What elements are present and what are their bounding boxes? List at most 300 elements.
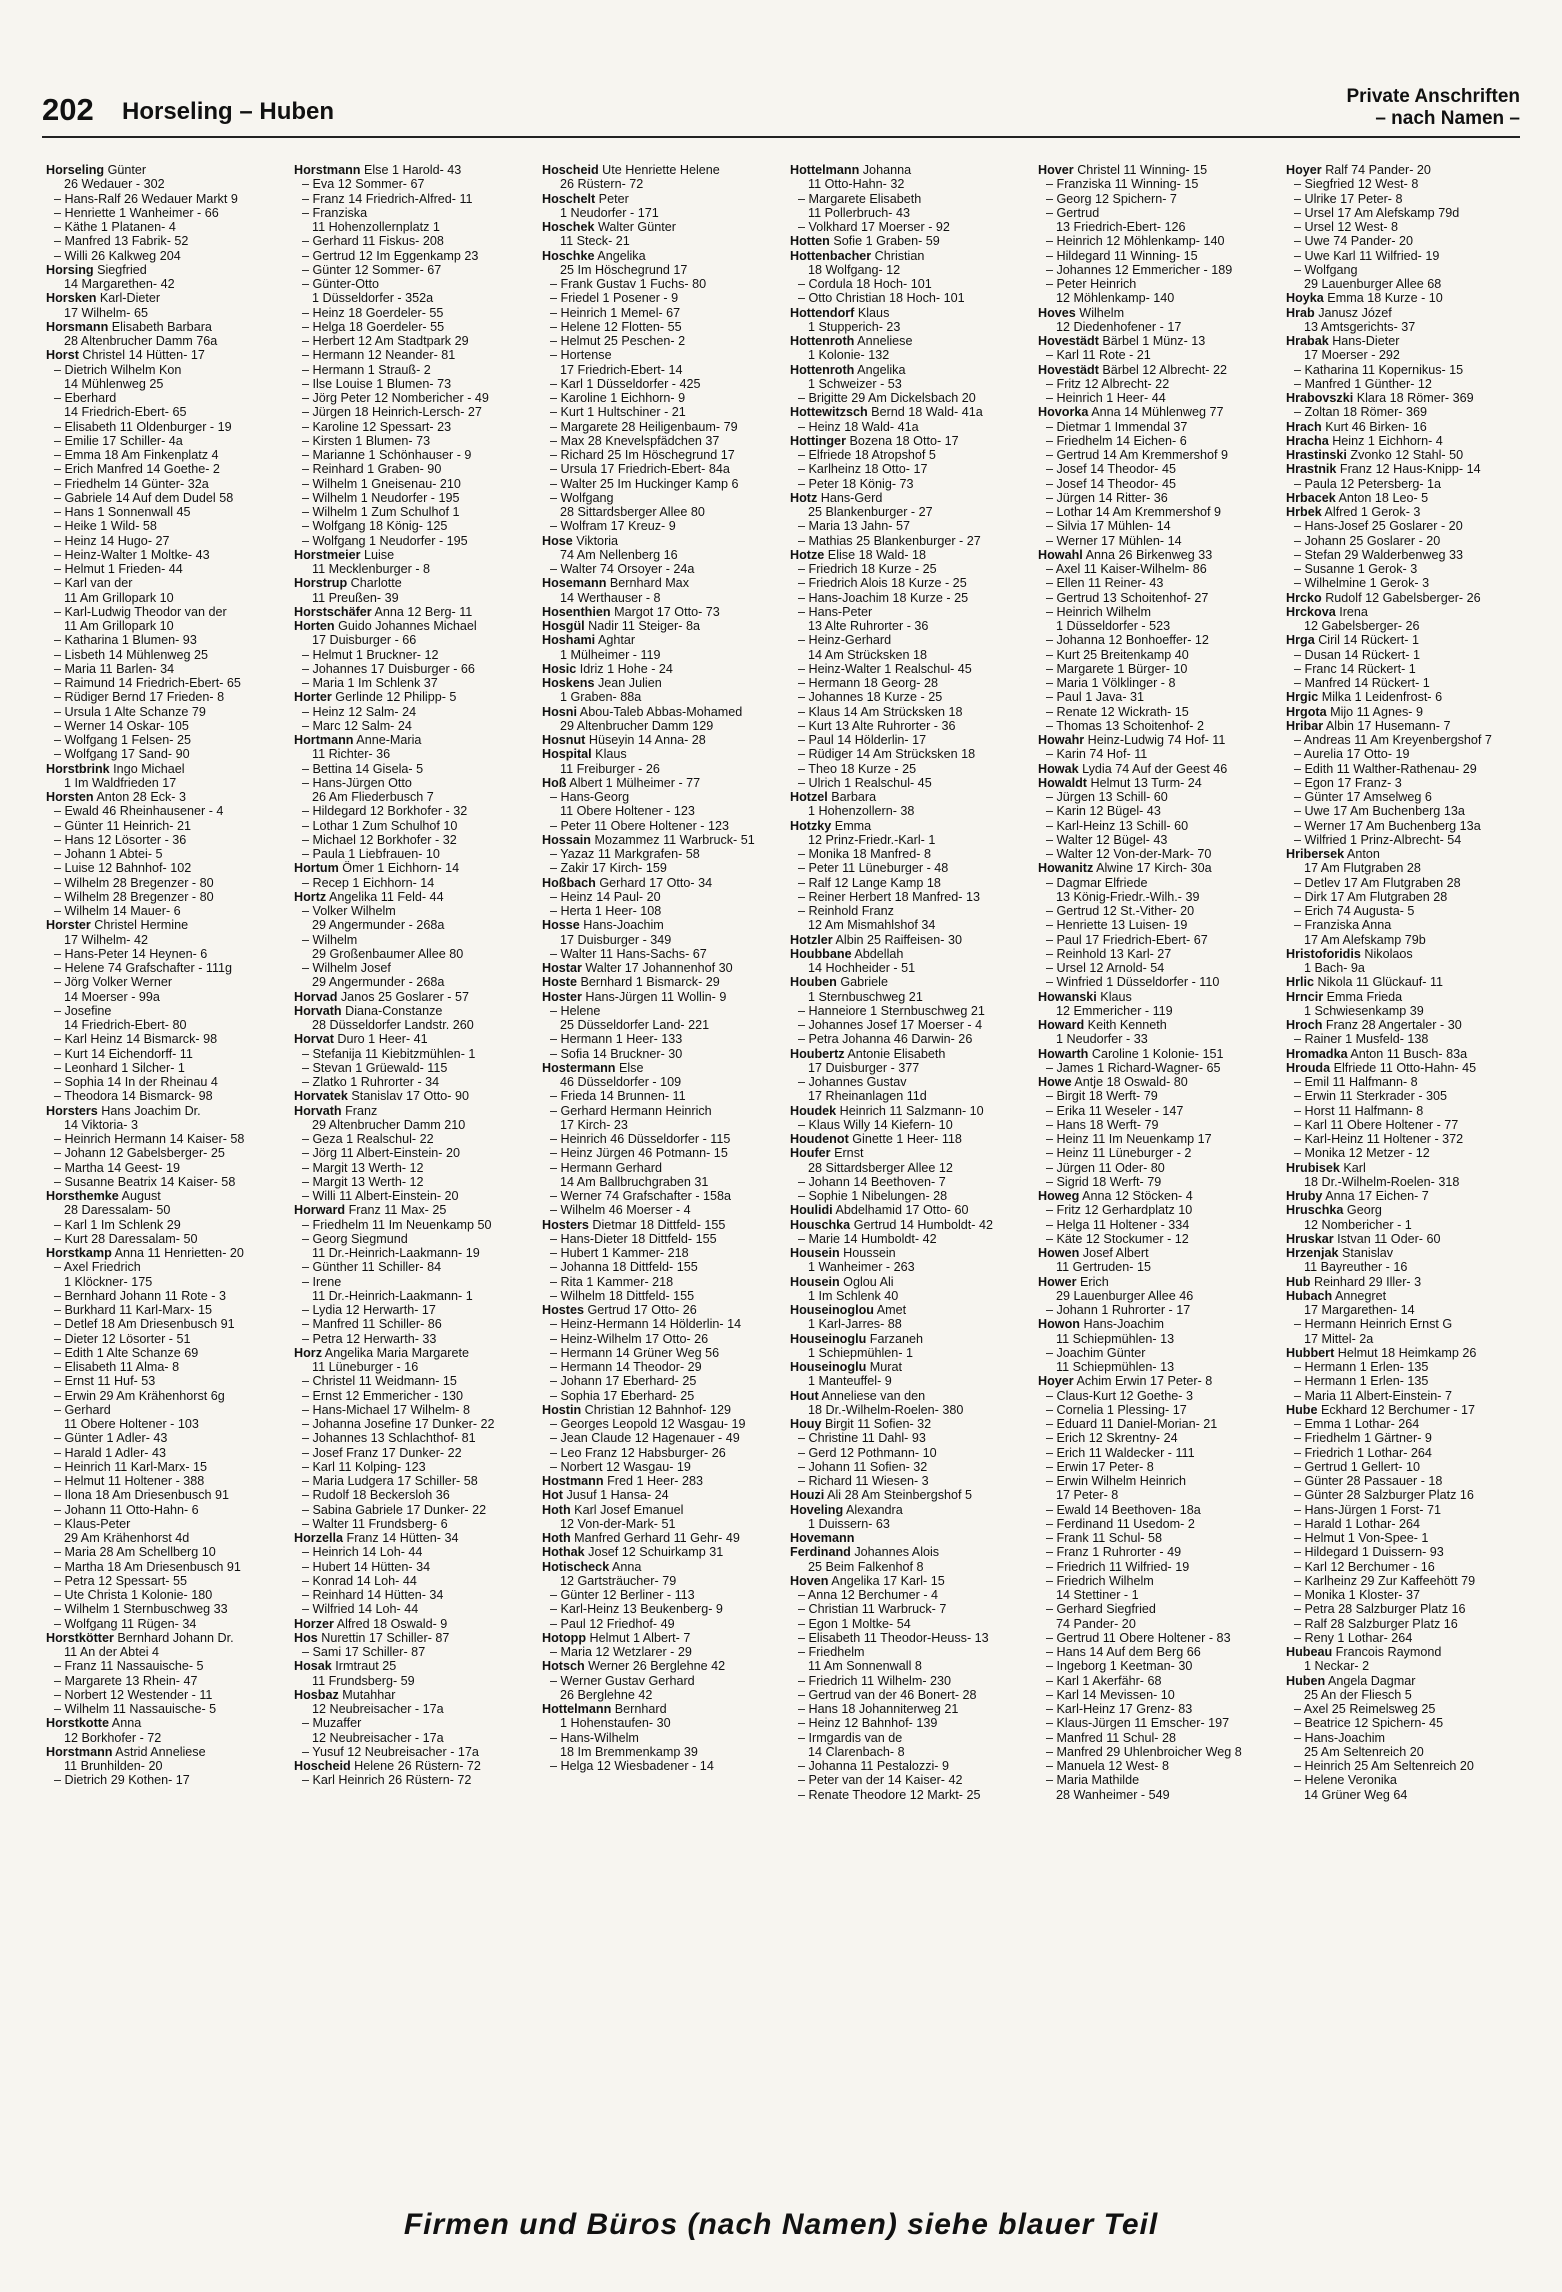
- listing-line: Hubbert Helmut 18 Heimkamp 26: [1286, 1345, 1477, 1360]
- listing-line: – Axel 25 Reimelsweg 25: [1294, 1702, 1436, 1716]
- listing-line: 11 An der Abtei 4: [64, 1645, 159, 1659]
- listing-line: – Harald 1 Adler- 43: [54, 1445, 167, 1460]
- listing-line: – Wilhelm 1 Neudorfer - 195: [302, 490, 460, 505]
- listing-line: Howaldt Helmut 13 Turm- 24: [1038, 775, 1202, 790]
- listing-line: – Jean Claude 12 Hagenauer - 49: [550, 1431, 740, 1446]
- listing-line: – Karin 74 Hof- 11: [1046, 747, 1148, 762]
- listing-line: – Siegfried 12 West- 8: [1294, 177, 1419, 192]
- listing-line: – Geza 1 Realschul- 22: [302, 1132, 434, 1146]
- listing-line: Hrcko Rudolf 12 Gabelsberger- 26: [1286, 590, 1481, 605]
- listing-line: 14 Hochheider - 51: [808, 961, 916, 975]
- listing-line: 11 Am Grillopark 10: [64, 619, 174, 633]
- listing-line: 12 Möhlenkamp- 140: [1056, 291, 1175, 306]
- column-6: [1286, 163, 1524, 2193]
- listing-line: – Hanneiore 1 Sternbuschweg 21: [798, 1003, 985, 1018]
- listing-line: Howeg Anna 12 Stöcken- 4: [1038, 1189, 1193, 1203]
- listing-line: – Wolfgang 1 Neudorfer - 195: [302, 533, 468, 548]
- listing-line: – Sofia 14 Bruckner- 30: [550, 1046, 683, 1061]
- listing-line: – Walter 11 Hans-Sachs- 67: [550, 946, 707, 961]
- listing-line: – Manfred 14 Rückert- 1: [1294, 676, 1430, 690]
- listing-line: 11 Mecklenburger - 8: [312, 562, 431, 576]
- listing-line: Horsten Anton 28 Eck- 3: [46, 790, 187, 804]
- listing-line: 13 Amtsgerichts- 37: [1304, 319, 1416, 334]
- listing-line: – Manfred 11 Schul- 28: [1046, 1730, 1176, 1745]
- listing-line: Hovorka Anna 14 Mühlenweg 77: [1038, 405, 1224, 420]
- listing-line: – Karoline 12 Spessart- 23: [302, 419, 452, 434]
- listing-line: – Mathias 25 Blankenburger - 27: [798, 533, 981, 548]
- column-1: [46, 163, 284, 2193]
- listing-line: – Günter 11 Heinrich- 21: [54, 818, 191, 833]
- listing-line: 14 Grüner Weg 64: [1304, 1787, 1408, 1802]
- listing-line: – Karlheinz 29 Zur Kaffeehött 79: [1294, 1573, 1476, 1588]
- listing-line: 29 Angermunder - 268a: [312, 918, 445, 933]
- listing-line: 1 Duissern- 63: [808, 1516, 890, 1531]
- listing-line: Hose Viktoria: [542, 533, 619, 548]
- listing-line: – Reiner Herbert 18 Manfred- 13: [798, 889, 981, 904]
- listing-line: Houseinoglou Amet: [790, 1303, 907, 1317]
- listing-line: 12 Diedenhofener - 17: [1056, 319, 1182, 334]
- listing-line: – Petra 12 Herwarth- 33: [302, 1331, 437, 1346]
- listing-line: – Heinz 11 Im Neuenkamp 17: [1046, 1132, 1212, 1146]
- listing-line: – Friedrich 18 Kurze - 25: [798, 562, 937, 576]
- listing-line: – Wilhelm 46 Moerser - 4: [550, 1203, 691, 1218]
- listing-line: – Friedhelm 14 Eichen- 6: [1046, 433, 1187, 448]
- listing-line: – Gertrud 1 Gellert- 10: [1294, 1459, 1420, 1474]
- listing-line: – Johannes 18 Kurze - 25: [798, 690, 943, 705]
- listing-line: Houben Gabriele: [790, 975, 888, 990]
- listing-line: – Karin 12 Bügel- 43: [1046, 804, 1161, 819]
- listing-line: – Karl-Heinz 13 Beukenberg- 9: [550, 1602, 723, 1617]
- listing-line: Horvatek Stanislav 17 Otto- 90: [294, 1089, 470, 1104]
- listing-line: 1 Düsseldorfer - 352a: [312, 291, 434, 306]
- listing-line: Hruby Anna 17 Eichen- 7: [1286, 1189, 1429, 1203]
- column-4: [790, 163, 1028, 2193]
- listing-line: – Hermann 1 Erlen- 135: [1294, 1374, 1429, 1389]
- listing-line: Hostermann Else: [542, 1060, 644, 1075]
- listing-line: – Herta 1 Heer- 108: [550, 904, 662, 918]
- listing-line: – Elisabeth 11 Theodor-Heuss- 13: [798, 1630, 989, 1645]
- listing-line: – Wolfgang 11 Rügen- 34: [54, 1616, 197, 1631]
- listing-line: 11 Dr.-Heinrich-Laakmann- 19: [312, 1246, 480, 1260]
- listing-line: – Heinrich Wilhelm: [1046, 604, 1151, 619]
- listing-line: Hostmann Fred 1 Heer- 283: [542, 1474, 703, 1488]
- listing-line: – Maria 12 Wetzlarer - 29: [550, 1645, 692, 1659]
- listing-line: – Helmut 1 Frieden- 44: [54, 562, 183, 576]
- listing-line: – Gerhard Siegfried: [1046, 1602, 1156, 1617]
- listing-line: – Heinrich 1 Heer- 44: [1046, 391, 1166, 405]
- listing-line: – Helga 18 Goerdeler- 55: [302, 319, 445, 334]
- listing-line: Hotischeck Anna: [542, 1559, 642, 1574]
- listing-line: – Helmut 25 Peschen- 2: [550, 334, 686, 348]
- listing-line: – Willi 11 Albert-Einstein- 20: [302, 1189, 459, 1203]
- listing-line: – Margarete Elisabeth: [798, 191, 922, 206]
- listing-line: – Petra 12 Spessart- 55: [54, 1573, 188, 1588]
- listing-line: Horsmann Elisabeth Barbara: [46, 319, 212, 334]
- listing-line: Hotz Hans-Gerd: [790, 490, 883, 505]
- listing-line: – Recep 1 Eichhorn- 14: [302, 875, 435, 890]
- listing-line: – Heinz 18 Wald- 41a: [798, 419, 919, 434]
- listing-line: – Gerhard Hermann Heinrich: [550, 1103, 712, 1118]
- listing-line: – James 1 Richard-Wagner- 65: [1046, 1060, 1221, 1075]
- listing-line: – Johann 14 Beethoven- 7: [798, 1174, 946, 1189]
- listing-line: – Käte 12 Stockumer - 12: [1046, 1231, 1189, 1246]
- listing-line: – Yusuf 12 Neubreisacher - 17a: [302, 1744, 479, 1759]
- listing-line: Hovestädt Bärbel 12 Albrecht- 22: [1038, 362, 1228, 377]
- listing-line: – Wilhelm 1 Zum Schulhof 1: [302, 505, 460, 519]
- listing-line: – Helga 11 Holtener - 334: [1046, 1217, 1190, 1232]
- listing-line: – Wilfried 14 Loh- 44: [302, 1602, 419, 1617]
- listing-line: Houdenot Ginette 1 Heer- 118: [790, 1132, 962, 1146]
- listing-line: – Axel Friedrich: [54, 1260, 141, 1275]
- listing-line: – Gertrud van der 46 Bonert- 28: [798, 1687, 977, 1702]
- listing-line: – Margit 13 Werth- 12: [302, 1174, 424, 1189]
- listing-line: Horstkötter Bernhard Johann Dr.: [46, 1630, 234, 1645]
- listing-line: – Josef Franz 17 Dunker- 22: [302, 1445, 462, 1460]
- listing-line: – Henriette 13 Luisen- 19: [1046, 918, 1188, 933]
- listing-line: – Hans 18 Werft- 79: [1046, 1117, 1159, 1132]
- listing-line: 18 Wolfgang- 12: [808, 262, 901, 277]
- listing-line: – Heinrich 14 Loh- 44: [302, 1545, 423, 1560]
- listing-line: Howahl Anna 26 Birkenweg 33: [1038, 547, 1213, 562]
- listing-line: Hosbaz Mutahhar: [294, 1687, 396, 1702]
- listing-line: – Heinz-Wilhelm 17 Otto- 26: [550, 1331, 709, 1346]
- listing-line: – Karl 14 Mevissen- 10: [1046, 1687, 1175, 1702]
- listing-line: – Elisabeth 11 Alma- 8: [54, 1360, 180, 1374]
- listing-line: Hribersek Anton: [1286, 847, 1380, 861]
- listing-line: – Emma 1 Lothar- 264: [1294, 1417, 1420, 1431]
- listing-line: – Ellen 11 Reiner- 43: [1046, 576, 1164, 591]
- listing-line: Hruschka Georg: [1286, 1203, 1382, 1218]
- listing-line: 29 Großenbaumer Allee 80: [312, 946, 464, 961]
- listing-line: 1 Neudorfer - 171: [560, 205, 659, 220]
- listing-line: Hosak Irmtraut 25: [294, 1659, 397, 1674]
- listing-line: Hristoforidis Nikolaos: [1286, 946, 1413, 961]
- listing-line: – Hermann 12 Neander- 81: [302, 348, 456, 363]
- listing-line: – Maria Mathilde: [1046, 1773, 1140, 1788]
- page-header: [42, 86, 1520, 134]
- listing-line: Hosgül Nadir 11 Steiger- 8a: [542, 619, 700, 633]
- listing-line: – Claus-Kurt 12 Goethe- 3: [1046, 1388, 1194, 1403]
- listing-line: 28 Sittardsberger Allee 80: [560, 505, 705, 519]
- listing-line: Hoves Wilhelm: [1038, 305, 1125, 320]
- listing-line: Houschka Gertrud 14 Humboldt- 42: [790, 1217, 994, 1232]
- listing-line: – Stevan 1 Grüewald- 115: [302, 1060, 448, 1075]
- listing-line: – Sami 17 Schiller- 87: [302, 1645, 426, 1659]
- listing-line: – Kurt 25 Breitenkamp 40: [1046, 647, 1189, 662]
- listing-line: 1 Klöckner- 175: [64, 1274, 153, 1289]
- listing-line: – Muzaffer: [302, 1716, 362, 1731]
- listing-line: – Kurt 14 Eichendorff- 11: [54, 1046, 193, 1061]
- listing-line: – Hans-Joachim 18 Kurze - 25: [798, 590, 969, 605]
- listing-line: – Heinz 14 Hugo- 27: [54, 533, 170, 548]
- listing-line: – Uwe 74 Pander- 20: [1294, 234, 1414, 249]
- listing-line: – Erika 11 Weseler - 147: [1046, 1103, 1184, 1118]
- listing-line: 28 Altenbrucher Damm 76a: [64, 334, 218, 348]
- listing-line: Hoyka Emma 18 Kurze - 10: [1286, 291, 1443, 306]
- listing-line: – Eduard 11 Daniel-Morian- 21: [1046, 1417, 1218, 1431]
- listing-line: – Wilfried 1 Prinz-Albrecht- 54: [1294, 832, 1462, 847]
- listing-line: 1 Düsseldorfer - 523: [1056, 619, 1171, 633]
- listing-line: 14 Moerser - 99a: [64, 989, 160, 1004]
- listing-line: Houseinoglu Farzaneh: [790, 1331, 923, 1346]
- listing-line: 17 Moerser - 292: [1304, 348, 1400, 363]
- listing-line: – Hans-Peter: [798, 604, 873, 619]
- listing-line: – Werner 14 Oskar- 105: [54, 718, 189, 733]
- listing-line: – Zakir 17 Kirch- 159: [550, 861, 667, 876]
- listing-line: – Elisabeth 11 Oldenburger - 19: [54, 419, 232, 434]
- listing-line: – Hubert 1 Kammer- 218: [550, 1246, 689, 1260]
- page-title: Horseling – Huben: [122, 98, 335, 125]
- listing-line: – Hans-Jürgen 1 Forst- 71: [1294, 1502, 1441, 1517]
- listing-line: Horst Christel 14 Hütten- 17: [46, 348, 205, 363]
- listing-line: 26 Rüstern- 72: [560, 177, 644, 192]
- listing-line: – Susanne 1 Gerok- 3: [1294, 562, 1418, 576]
- listing-line: – Henriette 1 Wanheimer - 66: [54, 205, 219, 220]
- listing-line: – Paul 17 Friedrich-Ebert- 67: [1046, 932, 1208, 947]
- listing-line: – Kirsten 1 Blumen- 73: [302, 433, 431, 448]
- listing-line: – Helene Veronika: [1294, 1773, 1397, 1788]
- listing-line: Hrgota Mijo 11 Agnes- 9: [1286, 704, 1423, 719]
- listing-line: Howahr Heinz-Ludwig 74 Hof- 11: [1038, 733, 1226, 747]
- listing-line: – Frank 11 Schul- 58: [1046, 1531, 1162, 1545]
- listing-line: Hos Nurettin 17 Schiller- 87: [294, 1630, 450, 1645]
- listing-line: – Hermann 18 Georg- 28: [798, 676, 939, 690]
- listing-line: Howe Antje 18 Oswald- 80: [1038, 1075, 1188, 1089]
- listing-line: 14 Clarenbach- 8: [808, 1744, 905, 1759]
- listing-line: – Petra Johanna 46 Darwin- 26: [798, 1032, 973, 1047]
- listing-line: – Werner 17 Mühlen- 14: [1046, 533, 1182, 548]
- listing-line: Hrastnik Franz 12 Haus-Knipp- 14: [1286, 462, 1481, 477]
- listing-line: – Egon 1 Moltke- 54: [798, 1616, 911, 1631]
- listing-line: – Heinz-Gerhard: [798, 633, 892, 648]
- listing-line: Houbertz Antonie Elisabeth: [790, 1046, 946, 1061]
- listing-line: – Friedrich Alois 18 Kurze - 25: [798, 576, 967, 591]
- listing-line: – Johanna 11 Pestalozzi- 9: [798, 1759, 949, 1773]
- listing-line: 1 Wanheimer - 263: [808, 1260, 915, 1275]
- section-heading: [1346, 86, 1520, 130]
- listing-line: 1 Mülheimer - 119: [560, 647, 661, 662]
- listing-line: Hothak Josef 12 Schuirkamp 31: [542, 1545, 724, 1560]
- listing-line: – Maria 13 Jahn- 57: [798, 519, 911, 534]
- listing-line: – Burkhard 11 Karl-Marx- 15: [54, 1303, 212, 1317]
- listing-line: 17 Margarethen- 14: [1304, 1303, 1415, 1317]
- listing-line: – Richard 11 Wiesen- 3: [798, 1474, 929, 1488]
- listing-line: – Uwe 17 Am Buchenberg 13a: [1294, 804, 1465, 819]
- listing-line: 17 Friedrich-Ebert- 14: [560, 362, 683, 377]
- listing-line: 26 Wedauer - 302: [64, 177, 165, 192]
- listing-line: – Wilhelm 11 Nassauische- 5: [54, 1702, 217, 1716]
- listing-line: – Peter 18 König- 73: [798, 476, 914, 491]
- listing-line: – Heike 1 Wild- 58: [54, 519, 157, 534]
- column-2: [294, 163, 532, 2193]
- listing-line: Hout Anneliese van den: [790, 1388, 926, 1403]
- listing-line: – Brigitte 29 Am Dickelsbach 20: [798, 391, 976, 405]
- listing-line: Horvad Janos 25 Goslarer - 57: [294, 989, 469, 1004]
- listing-line: – Irmgardis van de: [798, 1730, 903, 1745]
- listing-line: – Gertrud 12 Im Eggenkamp 23: [302, 248, 479, 263]
- listing-line: – Karl van der: [54, 576, 133, 591]
- listing-line: – Hans-Peter 14 Heynen- 6: [54, 946, 208, 961]
- listing-line: – Franz 14 Friedrich-Alfred- 11: [302, 191, 473, 206]
- listing-line: Hosni Abou-Taleb Abbas-Mohamed: [542, 704, 743, 719]
- listing-line: – Ursel 12 West- 8: [1294, 220, 1399, 234]
- listing-line: 11 Gertruden- 15: [1056, 1260, 1151, 1275]
- listing-line: Hortz Angelika 11 Feld- 44: [294, 889, 444, 904]
- listing-line: 14 Margarethen- 42: [64, 277, 175, 291]
- listing-line: – Maria 11 Albert-Einstein- 7: [1294, 1388, 1452, 1403]
- listing-line: Hotten Sofie 1 Graben- 59: [790, 234, 940, 249]
- listing-line: Hotzky Emma: [790, 818, 872, 833]
- listing-line: – Michael 12 Borkhofer - 32: [302, 832, 457, 847]
- listing-line: Horstmeier Luise: [294, 547, 395, 562]
- listing-line: – Johann 1 Ruhrorter - 17: [1046, 1303, 1191, 1317]
- listing-line: – Hildegard 1 Duissern- 93: [1294, 1545, 1444, 1560]
- listing-line: – Klaus Willy 14 Kiefern- 10: [798, 1117, 953, 1132]
- listing-line: 25 An der Fliesch 5: [1304, 1687, 1412, 1702]
- listing-line: Hovemann: [790, 1531, 855, 1545]
- listing-line: 12 Prinz-Friedr.-Karl- 1: [808, 832, 936, 847]
- listing-line: – Jörg Volker Werner: [54, 975, 173, 990]
- listing-line: 12 Borkhofer - 72: [64, 1730, 162, 1745]
- listing-line: – Hans-Josef 25 Goslarer - 20: [1294, 519, 1463, 534]
- listing-line: Hoyer Ralf 74 Pander- 20: [1286, 163, 1431, 177]
- listing-line: 12 Neubreisacher - 17a: [312, 1730, 444, 1745]
- listing-line: 14 Mühlenweg 25: [64, 376, 164, 391]
- listing-line: – Heinz-Walter 1 Realschul- 45: [798, 661, 972, 676]
- listing-line: – Willi 26 Kalkweg 204: [54, 248, 181, 263]
- listing-line: – Raimund 14 Friedrich-Ebert- 65: [54, 676, 241, 690]
- listing-line: Hottenroth Anneliese: [790, 334, 913, 348]
- listing-line: – Hans 18 Johanniterweg 21: [798, 1702, 959, 1716]
- listing-line: Hovestädt Bärbel 1 Münz- 13: [1038, 334, 1206, 348]
- listing-line: Hoyer Achim Erwin 17 Peter- 8: [1038, 1374, 1213, 1389]
- listing-line: – Dieter 12 Lösorter - 51: [54, 1331, 191, 1346]
- listing-line: – Hans-Wilhelm: [550, 1730, 639, 1745]
- listing-line: – Lisbeth 14 Mühlenweg 25: [54, 647, 209, 662]
- listing-line: – Petra 28 Salzburger Platz 16: [1294, 1602, 1466, 1617]
- listing-line: – Johanna 18 Dittfeld- 155: [550, 1260, 698, 1275]
- listing-line: – Dagmar Elfriede: [1046, 875, 1148, 890]
- listing-line: Hottelmann Johanna: [790, 163, 912, 177]
- listing-line: Hottinger Bozena 18 Otto- 17: [790, 433, 959, 448]
- listing-line: 17 Am Alefskamp 79b: [1304, 932, 1426, 947]
- listing-line: – Johannes Gustav: [798, 1075, 907, 1089]
- listing-line: – Helene 74 Grafschafter - 111g: [54, 961, 233, 975]
- listing-line: Hosters Dietmar 18 Dittfeld- 155: [542, 1217, 726, 1232]
- listing-line: – Werner 74 Grafschafter - 158a: [550, 1189, 732, 1203]
- listing-line: – Paul 14 Hölderlin- 17: [798, 733, 927, 747]
- listing-line: – Georges Leopold 12 Wasgau- 19: [550, 1417, 746, 1431]
- listing-line: – Johanna 12 Bonhoeffer- 12: [1046, 633, 1209, 648]
- listing-line: 14 Friedrich-Ebert- 80: [64, 1018, 187, 1032]
- listing-line: – Friedhelm 1 Gärtner- 9: [1294, 1431, 1432, 1446]
- listing-line: – Jürgen 14 Ritter- 36: [1046, 490, 1168, 505]
- listing-line: – Margarete 13 Rhein- 47: [54, 1673, 198, 1688]
- listing-line: – Maria 1 Im Schlenk 37: [302, 676, 438, 690]
- listing-line: – Eberhard: [54, 391, 117, 405]
- listing-line: – Wilhelm 14 Mauer- 6: [54, 904, 181, 918]
- listing-line: – Uwe Karl 11 Wilfried- 19: [1294, 248, 1440, 263]
- listing-line: 11 Richter- 36: [312, 747, 391, 762]
- listing-line: – Heinrich 1 Memel- 67: [550, 305, 681, 320]
- listing-line: Hrach Kurt 46 Birken- 16: [1286, 419, 1427, 434]
- listing-line: 14 Am Ballbruchgraben 31: [560, 1174, 709, 1189]
- listing-line: – Hans-Michael 17 Wilhelm- 8: [302, 1402, 470, 1417]
- listing-line: – Maria Ludgera 17 Schiller- 58: [302, 1474, 478, 1488]
- listing-line: – Gabriele 14 Auf dem Dudel 58: [54, 490, 234, 505]
- listing-line: – Reinhold 13 Karl- 27: [1046, 946, 1172, 961]
- listing-line: – Heinz-Hermann 14 Hölderlin- 14: [550, 1317, 742, 1332]
- listing-line: – Konrad 14 Loh- 44: [302, 1573, 417, 1588]
- listing-line: – Hans-Joachim: [1294, 1730, 1385, 1745]
- listing-line: Hribar Albin 17 Husemann- 7: [1286, 718, 1451, 733]
- listing-line: – Peter van der 14 Kaiser- 42: [798, 1773, 963, 1788]
- listing-line: – Hermann 1 Erlen- 135: [1294, 1360, 1429, 1374]
- listing-line: Horsing Siegfried: [46, 262, 147, 277]
- listing-line: – Günter 12 Berliner - 113: [550, 1588, 695, 1602]
- listing-line: – Friedrich 1 Lothar- 264: [1294, 1445, 1432, 1460]
- listing-line: 29 Lauenburger Allee 68: [1304, 277, 1442, 291]
- listing-line: – Richard 25 Im Höschegrund 17: [550, 448, 735, 462]
- listing-line: – Wilhelm 28 Bregenzer - 80: [54, 875, 214, 890]
- listing-line: 1 Kolonie- 132: [808, 348, 890, 363]
- listing-line: 25 Am Seltenreich 20: [1304, 1744, 1424, 1759]
- listing-line: – Rüdiger Bernd 17 Frieden- 8: [54, 690, 225, 705]
- listing-line: – Hans 12 Lösorter - 36: [54, 832, 187, 847]
- listing-line: 1 Hohenzollern- 38: [808, 804, 915, 819]
- listing-line: – Christian 11 Warbruck- 7: [798, 1602, 947, 1617]
- listing-line: – Klaus 14 Am Strücksken 18: [798, 704, 963, 719]
- listing-line: 17 Duisburger - 66: [312, 633, 417, 648]
- listing-line: – Ingeborg 1 Keetman- 30: [1046, 1659, 1193, 1674]
- listing-line: – Johannes 13 Schlachthof- 81: [302, 1431, 476, 1446]
- listing-line: 17 Wilhelm- 42: [64, 932, 148, 947]
- listing-line: Horsters Hans Joachim Dr.: [46, 1103, 201, 1118]
- listing-line: – Jürgen 11 Oder- 80: [1046, 1160, 1165, 1175]
- listing-line: – Georg 12 Spichern- 7: [1046, 191, 1177, 206]
- listing-line: – Sophie 1 Nibelungen- 28: [798, 1189, 948, 1203]
- listing-line: – Susanne Beatrix 14 Kaiser- 58: [54, 1174, 236, 1189]
- listing-line: Hrabak Hans-Dieter: [1286, 334, 1400, 348]
- listing-line: – Marianne 1 Schönhauser - 9: [302, 448, 472, 462]
- listing-line: – Heinrich 25 Am Seltenreich 20: [1294, 1759, 1474, 1773]
- listing-line: – Paula 12 Petersberg- 1a: [1294, 476, 1442, 491]
- listing-line: 46 Düsseldorfer - 109: [560, 1075, 682, 1089]
- listing-line: 25 Beim Falkenhof 8: [808, 1559, 924, 1574]
- listing-line: – Ralf 12 Lange Kamp 18: [798, 875, 941, 890]
- listing-line: Hub Reinhard 29 Iller- 3: [1286, 1274, 1422, 1289]
- listing-line: – Johann 12 Gabelsberger- 25: [54, 1146, 225, 1161]
- listing-line: Hrga Ciril 14 Rückert- 1: [1286, 633, 1419, 648]
- listing-line: – Erwin 11 Sterkrader - 305: [1294, 1089, 1448, 1104]
- listing-line: 74 Am Nellenberg 16: [560, 547, 678, 562]
- listing-line: 18 Im Bremmenkamp 39: [560, 1744, 698, 1759]
- listing-line: – Detlev 17 Am Flutgraben 28: [1294, 875, 1461, 890]
- listing-line: – Johann 11 Otto-Hahn- 6: [54, 1502, 199, 1517]
- listing-line: – Reinhard 1 Graben- 90: [302, 462, 442, 477]
- listing-line: Hrabovszki Klara 18 Römer- 369: [1286, 391, 1474, 405]
- listing-line: – Ralf 28 Salzburger Platz 16: [1294, 1616, 1458, 1631]
- listing-line: – Fritz 12 Albrecht- 22: [1046, 376, 1170, 391]
- listing-line: Hosemann Bernhard Max: [542, 576, 689, 591]
- listing-line: Horster Christel Hermine: [46, 918, 189, 933]
- listing-line: – Karoline 1 Eichhorn- 9: [550, 391, 686, 405]
- listing-line: Hube Eckhard 12 Berchumer - 17: [1286, 1402, 1475, 1417]
- listing-line: 13 Friedrich-Ebert- 126: [1056, 220, 1186, 234]
- listing-line: – Rainer 1 Musfeld- 138: [1294, 1032, 1429, 1047]
- listing-line: – Josef 14 Theodor- 45: [1046, 476, 1176, 491]
- listing-line: Hottelmann Bernhard: [542, 1702, 667, 1716]
